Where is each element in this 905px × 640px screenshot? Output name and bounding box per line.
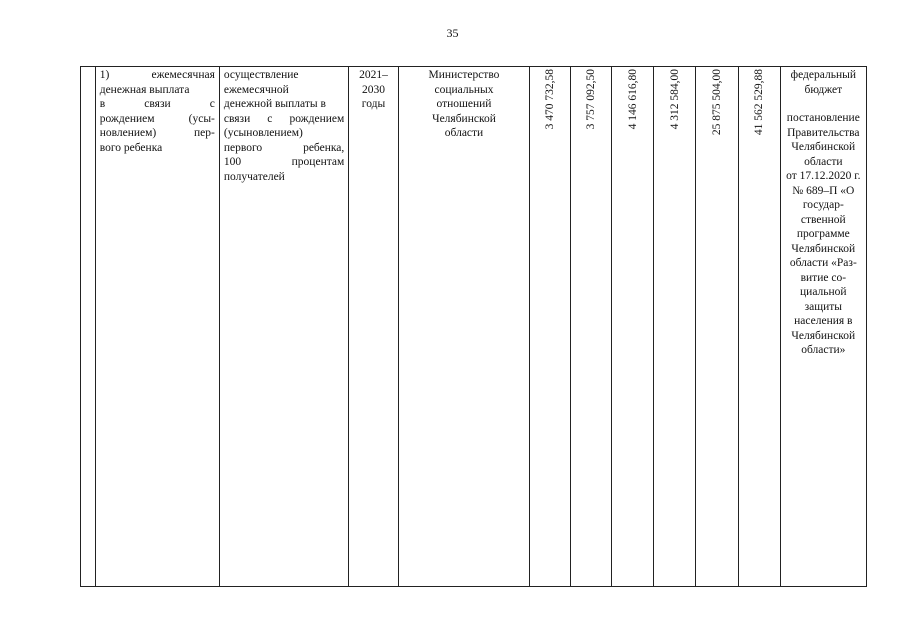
source-line: Челябинской — [791, 242, 856, 255]
description-line: денежной выплаты в — [223, 98, 326, 110]
source-line: Челябинской — [791, 329, 856, 342]
source-line: области «Раз- — [789, 257, 857, 269]
amount-cell-3 — [612, 67, 654, 587]
amount-cell-5 — [696, 67, 738, 587]
amount-cell-2 — [571, 67, 612, 587]
amount-value: 3 470 732,58 — [544, 69, 557, 130]
description-line: связи с рождением — [223, 112, 345, 125]
ministry-line: Министерство — [428, 69, 500, 81]
source-line: федеральный — [790, 69, 856, 81]
source-line: программе — [796, 228, 850, 240]
amount-value: 4 312 584,00 — [668, 69, 681, 130]
description-line: получателей — [223, 170, 285, 183]
source-line: области» — [801, 344, 846, 356]
measure-name-line: 1) ежемесячная — [99, 69, 215, 81]
source-line: от 17.12.2020 г. — [786, 170, 861, 182]
amount-cell-6 — [738, 67, 780, 587]
period-line: 2030 — [362, 83, 385, 96]
amount-cell-4 — [654, 67, 696, 587]
source-line: Челябинской — [791, 141, 856, 153]
index-cell — [81, 67, 96, 587]
period-cell — [349, 67, 398, 587]
ministry-line: социальных — [434, 83, 494, 96]
table-row — [81, 67, 867, 587]
ministry-line: области — [444, 127, 484, 139]
measure-name-line: рождением (усы- — [99, 112, 215, 125]
page-number: 35 — [446, 26, 459, 40]
period-line: годы — [361, 98, 386, 110]
funding-source-cell — [780, 67, 866, 587]
source-line: бюджет — [804, 83, 843, 96]
measure-name-line: денежная выплата — [99, 83, 190, 96]
source-line: Правительства — [787, 126, 860, 139]
source-line: циальной — [800, 286, 847, 298]
amount-value: 4 146 616,80 — [626, 69, 639, 130]
description-line: осуществление — [223, 69, 299, 81]
ministry-line: отношений — [436, 98, 492, 110]
source-line: государ- — [802, 199, 844, 211]
description-line: ежемесячной — [223, 83, 289, 96]
ministry-line: Челябинской — [432, 112, 496, 125]
amount-cell-1 — [530, 67, 571, 587]
source-line: № 689–П «О — [792, 184, 855, 197]
budget-table — [80, 66, 867, 587]
description-line: (усыновлением) — [223, 127, 303, 139]
amount-value: 3 757 092,50 — [585, 69, 598, 130]
source-line: области — [804, 155, 843, 168]
description-line: 100 процентам — [223, 156, 345, 168]
measure-name-line: новлением) пер- — [99, 127, 215, 139]
measure-description-cell — [219, 67, 348, 587]
measure-name-cell — [95, 67, 219, 587]
source-line: населения в — [794, 315, 853, 327]
source-spacer — [785, 97, 862, 111]
amount-value: 41 562 529,88 — [752, 69, 765, 136]
source-line: витие со- — [800, 271, 847, 284]
ministry-cell — [398, 67, 530, 587]
measure-name-line: в связи с — [99, 98, 215, 110]
description-line: первого ребенка, — [223, 141, 345, 154]
period-line: 2021– — [359, 69, 388, 81]
measure-name-line: вого ребенка — [99, 141, 163, 154]
source-line: постановление — [786, 112, 860, 124]
amount-value: 25 875 504,00 — [710, 69, 723, 136]
source-line: защиты — [804, 300, 843, 313]
source-line: ственной — [800, 213, 846, 226]
